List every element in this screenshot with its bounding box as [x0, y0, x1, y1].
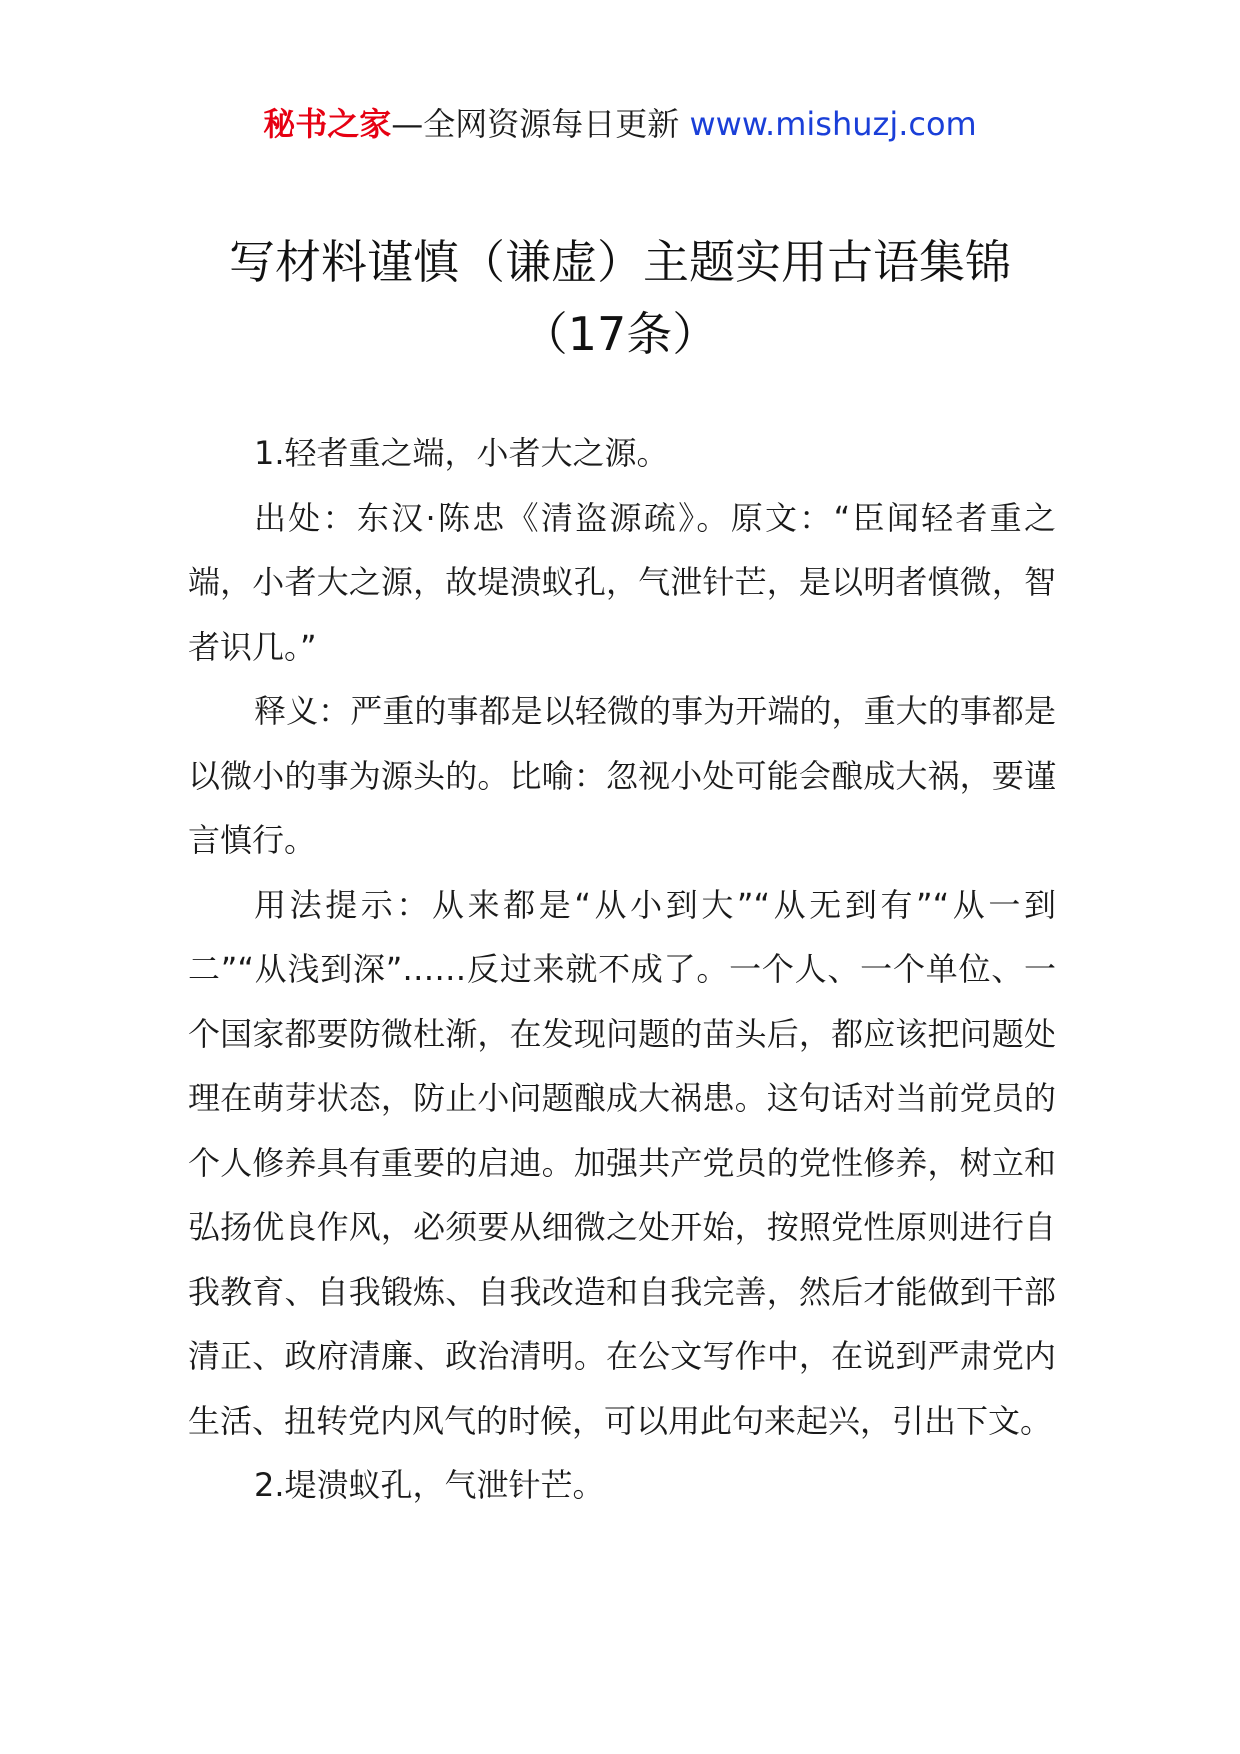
site-tagline: —全网资源每日更新 — [391, 105, 690, 143]
document-title — [0, 226, 1240, 370]
site-url[interactable]: www.mishuzj.com — [689, 105, 977, 143]
document-body — [188, 421, 1056, 1518]
title-line-1: 写材料谨慎（谦虚）主题实用古语集锦 — [229, 235, 1011, 289]
meaning-paragraph: 释义：严重的事都是以轻微的事为开端的，重大的事都是以微小的事为源头的。比喻：忽视小处可能会酿成大祸，要谨言慎行。 — [188, 692, 1056, 859]
site-header — [0, 100, 1240, 148]
item-heading-2: 2.堤溃蚁孔，气泄针芒。 — [254, 1466, 605, 1504]
site-brand: 秘书之家 — [263, 105, 392, 143]
usage-paragraph: 用法提示：从来都是“从小到大”“从无到有”“从一到二”“从浅到深”……反过来就不成了。一个人、一个单位、一个国家都要防微杜渐，在发现问题的苗头后，都应该把问题处理在萌芽状态，防止小问题酿成大祸患。这句话对当前党员的个人修养具有重要的启迪。加强共产党员的党性修养，树立和弘扬优良作风，必须要从细微之处开始，按照党性原则进行自我教育、自我锻炼、自我改造和自我完善，然后才能做到干部清正、政府清廉、政治清明。在公文写作中，在说到严肃党内生活、扭转党内风气的时候，可以用此句来起兴，引出下文。 — [188, 885, 1056, 1440]
source-paragraph: 出处：东汉·陈忠《清盗源疏》。原文：“臣闻轻者重之端，小者大之源，故堤溃蚁孔，气泄针芒，是以明者慎微，智者识几。” — [188, 498, 1056, 666]
item-heading-1: 1.轻者重之端，小者大之源。 — [254, 434, 669, 472]
title-line-2: （17条） — [521, 307, 719, 361]
